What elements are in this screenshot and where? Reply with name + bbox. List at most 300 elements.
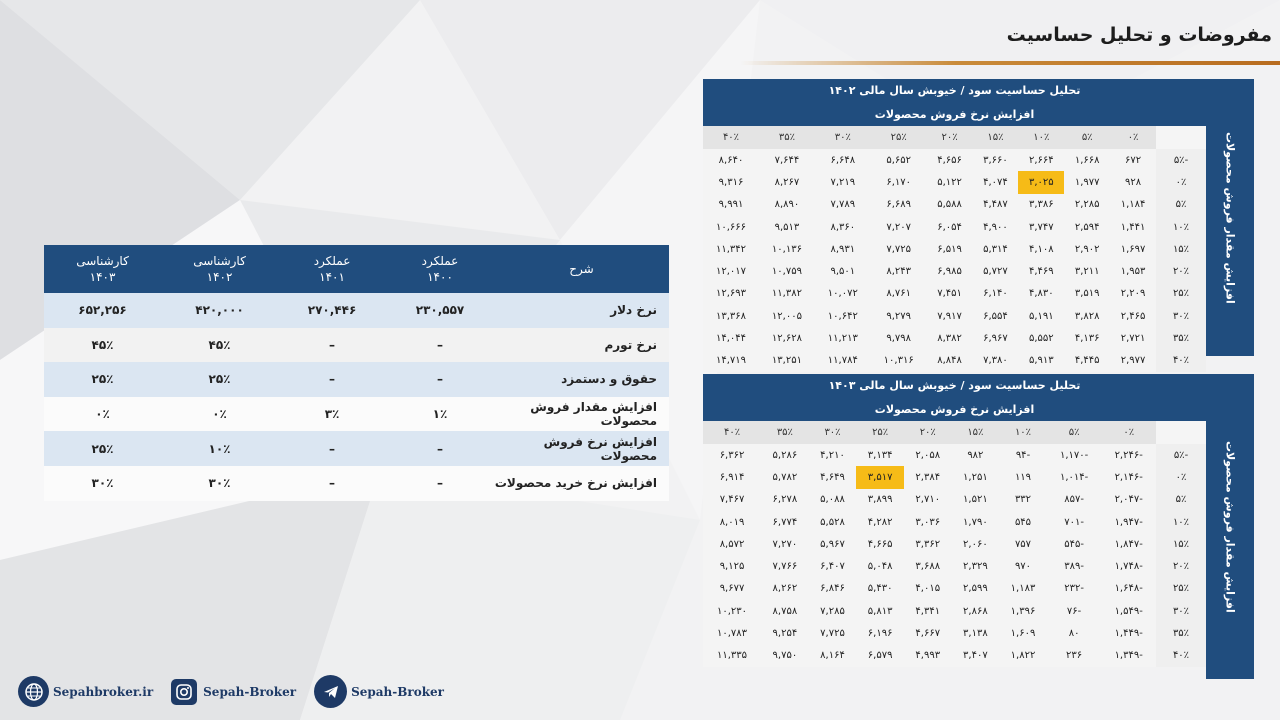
cell: ۱۴,۰۴۴ bbox=[703, 327, 759, 349]
cell: ۲۵٪ bbox=[161, 362, 278, 397]
cell: ۲,۰۵۸ bbox=[904, 444, 952, 466]
column-header: ۱۵٪ bbox=[973, 126, 1019, 149]
footer bbox=[18, 675, 462, 708]
cell: ۹,۲۷۹ bbox=[871, 305, 927, 327]
table-row bbox=[703, 194, 1206, 216]
cell: ۶۷۲ bbox=[1110, 149, 1156, 171]
table-row bbox=[703, 216, 1206, 238]
cell: – bbox=[278, 362, 386, 397]
cell: ۵,۵۵۲ bbox=[1018, 327, 1064, 349]
cell: -۱,۸۴۷ bbox=[1101, 533, 1156, 555]
row-header: -۵٪ bbox=[1156, 444, 1206, 466]
column-header: ۳۵٪ bbox=[761, 421, 809, 444]
cell: ۲,۹۰۲ bbox=[1064, 238, 1110, 260]
cell: ۸,۶۴۰ bbox=[703, 149, 759, 171]
cell: ۶,۵۷۹ bbox=[856, 645, 904, 667]
row-label: افزایش نرخ خرید محصولات bbox=[494, 466, 669, 501]
cell: -۱,۵۴۹ bbox=[1101, 600, 1156, 622]
cell: ۹۲۸ bbox=[1110, 171, 1156, 193]
cell: ۱۲,۰۰۵ bbox=[759, 305, 815, 327]
cell: ۴,۶۵۶ bbox=[927, 149, 973, 171]
cell: ۶,۵۱۹ bbox=[927, 238, 973, 260]
cell: ۸,۷۶۱ bbox=[871, 283, 927, 305]
cell: ۴,۲۱۰ bbox=[809, 444, 857, 466]
cell: ۱,۶۹۷ bbox=[1110, 238, 1156, 260]
table-row bbox=[703, 511, 1206, 533]
column-header: ۲۰٪ bbox=[904, 421, 952, 444]
cell: ۳,۳۶۲ bbox=[904, 533, 952, 555]
table-row bbox=[703, 350, 1206, 372]
cell: ۷,۳۸۰ bbox=[973, 350, 1019, 372]
table-row bbox=[703, 578, 1206, 600]
cell: ۱۰,۱۳۶ bbox=[759, 238, 815, 260]
row-header: ۱۵٪ bbox=[1156, 238, 1206, 260]
cell: ۳,۸۲۸ bbox=[1064, 305, 1110, 327]
row-header: ۴۰٪ bbox=[1156, 645, 1206, 667]
cell: ۳,۳۸۶ bbox=[1018, 194, 1064, 216]
table-row bbox=[703, 260, 1206, 282]
sensitivity-header-row bbox=[703, 421, 1206, 444]
row-label: نرخ دلار bbox=[494, 293, 669, 328]
cell: -۵۴۵ bbox=[1047, 533, 1102, 555]
table-row bbox=[703, 327, 1206, 349]
cell: ۵,۷۸۲ bbox=[761, 466, 809, 488]
cell: ۷,۲۰۷ bbox=[871, 216, 927, 238]
cell: -۱,۰۱۴ bbox=[1047, 466, 1102, 488]
header-1402: کارشناسی ۱۴۰۲ bbox=[161, 245, 278, 293]
cell: ۲۷۰,۴۴۶ bbox=[278, 293, 386, 328]
cell: ۱۰٪ bbox=[161, 431, 278, 466]
cell: ۷,۶۴۴ bbox=[759, 149, 815, 171]
cell: ۹,۱۲۵ bbox=[703, 555, 761, 577]
cell: ۵,۳۱۴ bbox=[973, 238, 1019, 260]
cell: ۱۰,۲۳۰ bbox=[703, 600, 761, 622]
cell: ۴۲۰,۰۰۰ bbox=[161, 293, 278, 328]
corner-cell bbox=[1156, 421, 1206, 444]
cell: ۲,۰۶۰ bbox=[952, 533, 1000, 555]
corner-cell bbox=[1156, 126, 1206, 149]
cell: – bbox=[278, 466, 386, 501]
cell: ۱,۴۴۱ bbox=[1110, 216, 1156, 238]
cell: ۲,۹۷۷ bbox=[1110, 350, 1156, 372]
title-underline bbox=[740, 61, 1280, 65]
sensitivity-subtitle: افزایش نرخ فروش محصولات bbox=[703, 103, 1206, 126]
cell: ۵,۰۴۸ bbox=[856, 555, 904, 577]
cell: -۹۴ bbox=[999, 444, 1047, 466]
cell: ۷,۲۸۵ bbox=[809, 600, 857, 622]
cell: ۳,۱۳۸ bbox=[952, 622, 1000, 644]
row-header: ۲۵٪ bbox=[1156, 578, 1206, 600]
telegram-icon bbox=[314, 675, 347, 708]
cell: -۱,۹۴۷ bbox=[1101, 511, 1156, 533]
cell: ۸,۲۶۷ bbox=[759, 171, 815, 193]
column-header: ۱۵٪ bbox=[952, 421, 1000, 444]
cell: ۸,۳۸۲ bbox=[927, 327, 973, 349]
cell: ۵,۵۲۸ bbox=[809, 511, 857, 533]
cell: ۷,۲۱۹ bbox=[815, 171, 871, 193]
cell: -۲,۱۴۶ bbox=[1101, 466, 1156, 488]
row-header: ۴۰٪ bbox=[1156, 350, 1206, 372]
row-label: نرخ تورم bbox=[494, 328, 669, 363]
cell: ۶,۱۷۰ bbox=[871, 171, 927, 193]
cell: ۷,۷۲۵ bbox=[809, 622, 857, 644]
row-label: افزایش مقدار فروش محصولات bbox=[494, 397, 669, 432]
cell: ۹,۵۰۱ bbox=[815, 260, 871, 282]
telegram-text: Sepah-Broker bbox=[351, 684, 444, 699]
cell: – bbox=[386, 328, 494, 363]
cell: ۸,۸۹۰ bbox=[759, 194, 815, 216]
table-row bbox=[703, 622, 1206, 644]
cell: ۱,۱۸۴ bbox=[1110, 194, 1156, 216]
column-header: ۴۰٪ bbox=[703, 126, 759, 149]
row-label: افزایش نرخ فروش محصولات bbox=[494, 431, 669, 466]
table-row bbox=[44, 466, 669, 501]
cell: ۹,۹۹۱ bbox=[703, 194, 759, 216]
table-row bbox=[44, 431, 669, 466]
cell: -۱,۴۴۹ bbox=[1101, 622, 1156, 644]
cell: ۴,۴۴۵ bbox=[1064, 350, 1110, 372]
cell: -۱,۶۴۸ bbox=[1101, 578, 1156, 600]
cell: ۱۱,۷۸۴ bbox=[815, 350, 871, 372]
cell: ۱٪ bbox=[386, 397, 494, 432]
cell: ۸,۲۴۳ bbox=[871, 260, 927, 282]
cell: ۶,۱۴۰ bbox=[973, 283, 1019, 305]
cell: ۸۰ bbox=[1047, 622, 1102, 644]
cell: ۲,۲۸۵ bbox=[1064, 194, 1110, 216]
cell: ۴,۴۶۹ bbox=[1018, 260, 1064, 282]
table-row bbox=[703, 645, 1206, 667]
cell: ۴,۹۹۳ bbox=[904, 645, 952, 667]
table-row bbox=[703, 555, 1206, 577]
cell: ۵,۸۱۳ bbox=[856, 600, 904, 622]
cell: ۷,۴۶۷ bbox=[703, 489, 761, 511]
cell: ۴۵٪ bbox=[161, 328, 278, 363]
cell: ۱۲,۰۱۷ bbox=[703, 260, 759, 282]
cell: ۳۳۲ bbox=[999, 489, 1047, 511]
cell: ۶,۲۷۸ bbox=[761, 489, 809, 511]
cell: ۴,۰۱۵ bbox=[904, 578, 952, 600]
cell: ۳,۵۱۹ bbox=[1064, 283, 1110, 305]
column-header: ۲۵٪ bbox=[856, 421, 904, 444]
cell: ۵,۱۲۲ bbox=[927, 171, 973, 193]
table-row bbox=[703, 489, 1206, 511]
cell: ۱۱۹ bbox=[999, 466, 1047, 488]
sensitivity-grid bbox=[703, 126, 1206, 372]
cell: ۹,۲۵۴ bbox=[761, 622, 809, 644]
cell: ۱۳,۲۵۱ bbox=[759, 350, 815, 372]
column-header: ۳۰٪ bbox=[809, 421, 857, 444]
table-row bbox=[44, 328, 669, 363]
row-label: حقوق و دستمزد bbox=[494, 362, 669, 397]
cell: ۱,۶۰۹ bbox=[999, 622, 1047, 644]
cell: ۰٪ bbox=[44, 397, 161, 432]
cell: ۴,۶۴۹ bbox=[809, 466, 857, 488]
cell: ۲,۵۹۴ bbox=[1064, 216, 1110, 238]
side-label-box bbox=[1206, 374, 1254, 679]
cell: ۱,۹۷۷ bbox=[1064, 171, 1110, 193]
telegram-link[interactable] bbox=[314, 675, 444, 708]
row-header: ۰٪ bbox=[1156, 171, 1206, 193]
cell: ۸,۳۶۰ bbox=[815, 216, 871, 238]
cell: ۱,۵۲۱ bbox=[952, 489, 1000, 511]
cell: ۵,۹۱۳ bbox=[1018, 350, 1064, 372]
table-row bbox=[703, 305, 1206, 327]
cell: ۲,۲۰۹ bbox=[1110, 283, 1156, 305]
cell: ۶,۹۱۴ bbox=[703, 466, 761, 488]
page-title: مفروضات و تحلیل حساسیت bbox=[1006, 24, 1272, 46]
column-header: ۲۵٪ bbox=[871, 126, 927, 149]
cell: ۴,۳۴۱ bbox=[904, 600, 952, 622]
header-1400: عملکرد ۱۴۰۰ bbox=[386, 245, 494, 293]
cell: ۱۰,۷۸۳ bbox=[703, 622, 761, 644]
cell: ۶,۴۰۷ bbox=[809, 555, 857, 577]
header-1401: عملکرد ۱۴۰۱ bbox=[278, 245, 386, 293]
cell: ۳,۶۸۸ bbox=[904, 555, 952, 577]
cell: ۷,۴۵۱ bbox=[927, 283, 973, 305]
cell: ۶,۷۷۴ bbox=[761, 511, 809, 533]
cell: ۸,۵۷۲ bbox=[703, 533, 761, 555]
cell: ۱۰,۳۱۶ bbox=[871, 350, 927, 372]
table-row bbox=[703, 238, 1206, 260]
cell: ۲,۷۲۱ bbox=[1110, 327, 1156, 349]
cell: ۵,۰۸۸ bbox=[809, 489, 857, 511]
cell: ۴,۸۳۰ bbox=[1018, 283, 1064, 305]
row-header: ۳۵٪ bbox=[1156, 327, 1206, 349]
cell: ۱۱,۳۳۵ bbox=[703, 645, 761, 667]
row-header: ۳۰٪ bbox=[1156, 305, 1206, 327]
sensitivity-title: تحلیل حساسیت سود / خیوبش سال مالی ۱۴۰۳ bbox=[703, 374, 1206, 398]
website-link[interactable] bbox=[18, 676, 153, 707]
cell: ۱۱,۲۱۳ bbox=[815, 327, 871, 349]
cell: ۵,۴۳۰ bbox=[856, 578, 904, 600]
cell: ۱۲,۶۲۸ bbox=[759, 327, 815, 349]
cell: ۵,۵۸۸ bbox=[927, 194, 973, 216]
column-header: ۳۵٪ bbox=[759, 126, 815, 149]
instagram-link[interactable] bbox=[171, 679, 296, 705]
cell: – bbox=[386, 466, 494, 501]
sensitivity-subtitle: افزایش نرخ فروش محصولات bbox=[703, 398, 1206, 421]
cell: ۳,۱۳۴ bbox=[856, 444, 904, 466]
cell: ۴۵٪ bbox=[44, 328, 161, 363]
cell: ۱,۸۲۲ bbox=[999, 645, 1047, 667]
cell: ۹,۷۵۰ bbox=[761, 645, 809, 667]
cell: -۸۵۷ bbox=[1047, 489, 1102, 511]
table-row bbox=[703, 444, 1206, 466]
row-header: ۲۵٪ bbox=[1156, 283, 1206, 305]
cell: ۸,۰۱۹ bbox=[703, 511, 761, 533]
cell: ۱,۶۶۸ bbox=[1064, 149, 1110, 171]
cell: ۳,۶۶۰ bbox=[973, 149, 1019, 171]
row-header: ۳۰٪ bbox=[1156, 600, 1206, 622]
assumptions-header-row bbox=[44, 245, 669, 293]
cell: – bbox=[386, 362, 494, 397]
cell: ۲,۳۲۹ bbox=[952, 555, 1000, 577]
cell: ۵,۱۹۱ bbox=[1018, 305, 1064, 327]
cell: ۶,۳۶۲ bbox=[703, 444, 761, 466]
column-header: ۳۰٪ bbox=[815, 126, 871, 149]
header-1403: کارشناسی ۱۴۰۳ bbox=[44, 245, 161, 293]
cell: ۸,۲۶۲ bbox=[761, 578, 809, 600]
cell: -۲۳۲ bbox=[1047, 578, 1102, 600]
cell: ۶,۹۸۵ bbox=[927, 260, 973, 282]
cell: ۷,۷۶۶ bbox=[761, 555, 809, 577]
cell: ۷,۲۷۰ bbox=[761, 533, 809, 555]
cell: ۵,۲۸۶ bbox=[761, 444, 809, 466]
globe-icon bbox=[18, 676, 49, 707]
website-text: Sepahbroker.ir bbox=[53, 684, 154, 699]
cell: ۷,۹۱۷ bbox=[927, 305, 973, 327]
cell: ۹,۵۱۳ bbox=[759, 216, 815, 238]
table-row bbox=[703, 283, 1206, 305]
highlighted-cell: ۳,۵۱۷ bbox=[856, 466, 904, 488]
side-label: افزایش مقدار فروش محصولات bbox=[1223, 440, 1237, 613]
cell: ۴,۲۸۲ bbox=[856, 511, 904, 533]
cell: ۹۸۲ bbox=[952, 444, 1000, 466]
column-header: ۰٪ bbox=[1110, 126, 1156, 149]
cell: ۸,۸۴۸ bbox=[927, 350, 973, 372]
cell: ۴,۹۰۰ bbox=[973, 216, 1019, 238]
column-header: ۰٪ bbox=[1101, 421, 1156, 444]
cell: ۱۱,۳۴۲ bbox=[703, 238, 759, 260]
cell: ۱۴,۷۱۹ bbox=[703, 350, 759, 372]
cell: ۱,۱۸۳ bbox=[999, 578, 1047, 600]
column-header: ۱۰٪ bbox=[1018, 126, 1064, 149]
cell: ۳,۲۱۱ bbox=[1064, 260, 1110, 282]
row-header: -۵٪ bbox=[1156, 149, 1206, 171]
cell: ۴,۶۶۵ bbox=[856, 533, 904, 555]
table-row bbox=[44, 293, 669, 328]
cell: ۲۵٪ bbox=[44, 362, 161, 397]
sensitivity-header-row bbox=[703, 126, 1206, 149]
cell: -۱,۷۴۸ bbox=[1101, 555, 1156, 577]
cell: ۲۵٪ bbox=[44, 431, 161, 466]
cell: ۹,۳۱۶ bbox=[703, 171, 759, 193]
column-header: ۵٪ bbox=[1047, 421, 1102, 444]
row-header: ۰٪ bbox=[1156, 466, 1206, 488]
row-header: ۵٪ bbox=[1156, 489, 1206, 511]
cell: ۱,۳۹۶ bbox=[999, 600, 1047, 622]
cell: ۳,۸۹۹ bbox=[856, 489, 904, 511]
side-label: افزایش مقدار فروش محصولات bbox=[1223, 131, 1237, 304]
cell: ۶۵۲,۲۵۶ bbox=[44, 293, 161, 328]
cell: ۲۳۶ bbox=[1047, 645, 1102, 667]
table-row bbox=[703, 466, 1206, 488]
cell: ۶,۰۵۴ bbox=[927, 216, 973, 238]
cell: ۸,۹۳۱ bbox=[815, 238, 871, 260]
cell: ۶,۵۵۴ bbox=[973, 305, 1019, 327]
cell: -۷۰۱ bbox=[1047, 511, 1102, 533]
cell: – bbox=[278, 431, 386, 466]
cell: ۴,۶۶۷ bbox=[904, 622, 952, 644]
cell: ۹,۶۷۷ bbox=[703, 578, 761, 600]
sensitivity-table-1402 bbox=[703, 79, 1254, 367]
cell: ۱۱,۳۸۲ bbox=[759, 283, 815, 305]
row-header: ۱۰٪ bbox=[1156, 511, 1206, 533]
cell: ۸,۱۶۴ bbox=[809, 645, 857, 667]
cell: ۲,۴۶۵ bbox=[1110, 305, 1156, 327]
cell: ۴,۱۳۶ bbox=[1064, 327, 1110, 349]
table-row bbox=[703, 171, 1206, 193]
row-header: ۳۵٪ bbox=[1156, 622, 1206, 644]
cell: ۸,۷۵۸ bbox=[761, 600, 809, 622]
sensitivity-table-1403 bbox=[703, 374, 1254, 679]
cell: ۱,۹۵۳ bbox=[1110, 260, 1156, 282]
cell: – bbox=[386, 431, 494, 466]
cell: -۱,۱۷۰ bbox=[1047, 444, 1102, 466]
column-header: ۵٪ bbox=[1064, 126, 1110, 149]
row-header: ۲۰٪ bbox=[1156, 260, 1206, 282]
cell: ۱۲,۶۹۳ bbox=[703, 283, 759, 305]
sensitivity-title: تحلیل حساسیت سود / خیوبش سال مالی ۱۴۰۲ bbox=[703, 79, 1206, 103]
cell: ۷۵۷ bbox=[999, 533, 1047, 555]
row-header: ۱۵٪ bbox=[1156, 533, 1206, 555]
row-header: ۱۰٪ bbox=[1156, 216, 1206, 238]
cell: ۲,۷۱۰ bbox=[904, 489, 952, 511]
header-description: شرح bbox=[494, 245, 669, 293]
cell: ۴,۰۷۴ bbox=[973, 171, 1019, 193]
table-row bbox=[703, 600, 1206, 622]
cell: -۲,۲۴۶ bbox=[1101, 444, 1156, 466]
assumptions-table bbox=[44, 245, 669, 501]
cell: -۲,۰۴۷ bbox=[1101, 489, 1156, 511]
cell: ۲,۵۹۹ bbox=[952, 578, 1000, 600]
cell: ۷,۷۲۵ bbox=[871, 238, 927, 260]
sensitivity-grid bbox=[703, 421, 1206, 667]
cell: ۶,۶۴۸ bbox=[815, 149, 871, 171]
cell: ۳۰٪ bbox=[161, 466, 278, 501]
cell: -۳۸۹ bbox=[1047, 555, 1102, 577]
cell: ۵,۹۶۷ bbox=[809, 533, 857, 555]
cell: ۶,۸۴۶ bbox=[809, 578, 857, 600]
cell: ۱,۷۹۰ bbox=[952, 511, 1000, 533]
cell: ۶,۶۸۹ bbox=[871, 194, 927, 216]
cell: ۴,۴۸۷ bbox=[973, 194, 1019, 216]
cell: ۰٪ bbox=[161, 397, 278, 432]
cell: ۶,۹۶۷ bbox=[973, 327, 1019, 349]
cell: ۶,۱۹۶ bbox=[856, 622, 904, 644]
cell: ۳,۰۳۶ bbox=[904, 511, 952, 533]
highlighted-cell: ۳,۰۲۵ bbox=[1018, 171, 1064, 193]
cell: ۳۰٪ bbox=[44, 466, 161, 501]
cell: ۹,۷۹۸ bbox=[871, 327, 927, 349]
table-row bbox=[44, 397, 669, 432]
cell: ۲,۸۶۸ bbox=[952, 600, 1000, 622]
cell: ۴,۱۰۸ bbox=[1018, 238, 1064, 260]
cell: ۵,۶۵۲ bbox=[871, 149, 927, 171]
cell: ۱,۲۵۱ bbox=[952, 466, 1000, 488]
cell: ۳,۷۴۷ bbox=[1018, 216, 1064, 238]
cell: ۲,۳۸۴ bbox=[904, 466, 952, 488]
cell: ۱۰,۶۶۶ bbox=[703, 216, 759, 238]
cell: ۷,۷۸۹ bbox=[815, 194, 871, 216]
row-header: ۵٪ bbox=[1156, 194, 1206, 216]
cell: ۱۳,۳۶۸ bbox=[703, 305, 759, 327]
cell: ۱۰,۶۴۲ bbox=[815, 305, 871, 327]
cell: ۵۴۵ bbox=[999, 511, 1047, 533]
cell: ۳٪ bbox=[278, 397, 386, 432]
row-header: ۲۰٪ bbox=[1156, 555, 1206, 577]
table-row bbox=[703, 533, 1206, 555]
side-label-box bbox=[1206, 79, 1254, 356]
table-row bbox=[703, 149, 1206, 171]
cell: ۲,۶۶۴ bbox=[1018, 149, 1064, 171]
cell: ۱۰,۷۵۹ bbox=[759, 260, 815, 282]
cell: ۱۰,۰۷۲ bbox=[815, 283, 871, 305]
table-row bbox=[44, 362, 669, 397]
cell: ۲۳۰,۵۵۷ bbox=[386, 293, 494, 328]
cell: -۱,۳۴۹ bbox=[1101, 645, 1156, 667]
cell: -۷۶ bbox=[1047, 600, 1102, 622]
